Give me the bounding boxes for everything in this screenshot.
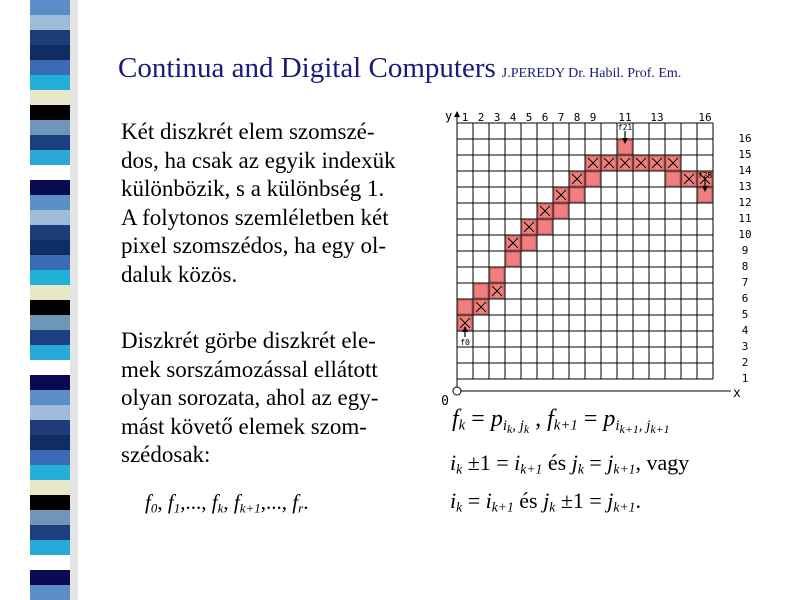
- row-number-label: 3: [741, 340, 749, 353]
- y-axis-label: y: [445, 110, 453, 123]
- row-number-label: 14: [738, 164, 752, 177]
- column-number-label: 11: [618, 111, 632, 124]
- row-number-label: 2: [741, 356, 749, 369]
- paragraph-adjacency-definition: [121, 118, 451, 290]
- paragraph1-line: pixel szomszédos, ha egy ol-: [121, 233, 387, 259]
- stripe-block: [30, 150, 70, 165]
- stripe-block: [30, 495, 70, 510]
- equation-condition-1: $i_k \pm 1 = i_{k+1}$ és $j_k = j_{k+1}$, vagy: [450, 450, 690, 477]
- paragraph1-line: Két diszkrét elem szomszé-: [121, 119, 375, 144]
- column-number-label: 9: [589, 111, 597, 124]
- paragraph2-line: mást követő elemek szom-: [121, 413, 367, 439]
- sequence-formula: $f_0$, $f_1$,..., $f_k$, $f_{k+1}$,..., $f_r$.: [145, 490, 309, 516]
- stripe-block: [30, 540, 70, 555]
- stripe-block: [30, 0, 70, 15]
- column-number-label: 2: [477, 111, 485, 124]
- paragraph2-line: mek sorszámozással ellátott: [121, 356, 378, 382]
- stripe-block: [30, 240, 70, 255]
- stripe-block: [30, 450, 70, 465]
- stripe-block: [30, 405, 70, 420]
- pixel-marker-label: f21: [617, 123, 633, 132]
- column-number-label: 6: [541, 111, 549, 124]
- stripe-block: [30, 330, 70, 345]
- stripe-block: [30, 255, 70, 270]
- filled-pixel: [506, 252, 520, 266]
- title-main: Continua and Digital Computers: [118, 52, 496, 84]
- paragraph2-line: olyan sorozata, ahol az egy-: [121, 385, 379, 411]
- stripe-block: [30, 15, 70, 30]
- stripe-block: [30, 480, 70, 495]
- column-number-label: 13: [650, 111, 664, 124]
- row-number-label: 12: [738, 196, 752, 209]
- stripe-block: [30, 555, 70, 570]
- filled-pixel: [570, 188, 584, 202]
- stripe-block: [30, 165, 70, 180]
- paragraph1-line: A folytonos szemléletben két: [121, 204, 389, 230]
- column-number-label: 3: [493, 111, 501, 124]
- stripe-block: [30, 120, 70, 135]
- stripe-block: [30, 360, 70, 375]
- filled-pixel: [522, 236, 536, 250]
- filled-pixel: [666, 172, 680, 186]
- stripe-block: [30, 225, 70, 240]
- column-number-label: 4: [509, 111, 517, 124]
- stripe-shadow: [70, 0, 78, 600]
- stripe-block: [30, 90, 70, 105]
- stripe-block: [30, 45, 70, 60]
- origin-marker-icon: [453, 387, 461, 395]
- row-number-label: 15: [738, 148, 752, 161]
- paragraph1-line: dos, ha csak az egyik indexük: [121, 147, 396, 173]
- row-number-label: 11: [738, 212, 752, 225]
- filled-pixel: [490, 268, 504, 282]
- stripe-block: [30, 435, 70, 450]
- stripe-block: [30, 315, 70, 330]
- stripe-block: [30, 75, 70, 90]
- eq2-tail: , vagy: [635, 450, 690, 475]
- paragraph1-line: különbözik, s a különbség 1.: [121, 176, 385, 202]
- pixel-marker-label: f0: [460, 338, 470, 347]
- stripe-block: [30, 210, 70, 225]
- row-number-label: 5: [741, 308, 749, 321]
- stripe-block: [30, 570, 70, 585]
- stripe-block: [30, 345, 70, 360]
- stripe-block: [30, 105, 70, 120]
- stripe-block: [30, 510, 70, 525]
- stripe-block: [30, 60, 70, 75]
- row-number-label: 13: [738, 180, 752, 193]
- equation-element-index: $f_k = p_{i_k, j_k}$ , $f_{k+1} = p_{i_{k+1}, j_{k+1}}$: [452, 406, 670, 436]
- column-number-label: 16: [698, 111, 712, 124]
- stripe-block: [30, 30, 70, 45]
- column-number-label: 5: [525, 111, 533, 124]
- filled-pixel: [458, 300, 472, 314]
- decorative-stripe: [0, 0, 100, 600]
- row-number-label: 4: [741, 324, 749, 337]
- title-author: J.PEREDY Dr. Habil. Prof. Em.: [501, 66, 682, 81]
- row-number-label: 10: [738, 228, 752, 241]
- pixel-grid-diagram: [440, 110, 780, 410]
- column-number-label: 7: [557, 111, 565, 124]
- stripe-block: [30, 270, 70, 285]
- slide-title: [118, 52, 681, 85]
- stripe-block: [30, 465, 70, 480]
- row-number-label: 6: [741, 292, 749, 305]
- stripe-block: [30, 180, 70, 195]
- paragraph2-line: szédosak:: [121, 442, 211, 468]
- stripe-block: [30, 390, 70, 405]
- row-number-label: 1: [741, 372, 749, 385]
- filled-pixel: [554, 204, 568, 218]
- column-number-label: 1: [461, 111, 469, 124]
- stripe-block: [30, 300, 70, 315]
- stripe-block: [30, 195, 70, 210]
- eq3-conjunction: és: [519, 488, 538, 513]
- row-number-label: 7: [741, 276, 749, 289]
- stripe-block: [30, 285, 70, 300]
- eq2-conjunction: és: [547, 450, 567, 475]
- filled-pixel: [538, 220, 552, 234]
- paragraph-curve-definition: [121, 327, 441, 470]
- stripe-block: [30, 420, 70, 435]
- filled-pixel: [586, 172, 600, 186]
- stripe-block: [30, 375, 70, 390]
- x-axis-label: x: [733, 386, 741, 401]
- y-axis-arrow-icon: [454, 111, 460, 117]
- paragraph2-line: Diszkrét görbe diszkrét ele-: [121, 328, 376, 353]
- stripe-block: [30, 525, 70, 540]
- row-number-label: 9: [741, 244, 749, 257]
- stripe-block: [30, 135, 70, 150]
- pixel-marker-label: f28: [697, 171, 713, 180]
- equation-condition-2: $i_k = i_{k+1}$ és $j_k \pm 1 = j_{k+1}$.: [450, 488, 641, 515]
- origin-label: 0: [441, 394, 449, 409]
- column-number-label: 8: [573, 111, 581, 124]
- row-number-label: 8: [741, 260, 749, 273]
- row-number-label: 16: [738, 132, 752, 145]
- stripe-block: [30, 585, 70, 600]
- filled-pixel: [474, 284, 488, 298]
- paragraph1-line: daluk közös.: [121, 261, 238, 287]
